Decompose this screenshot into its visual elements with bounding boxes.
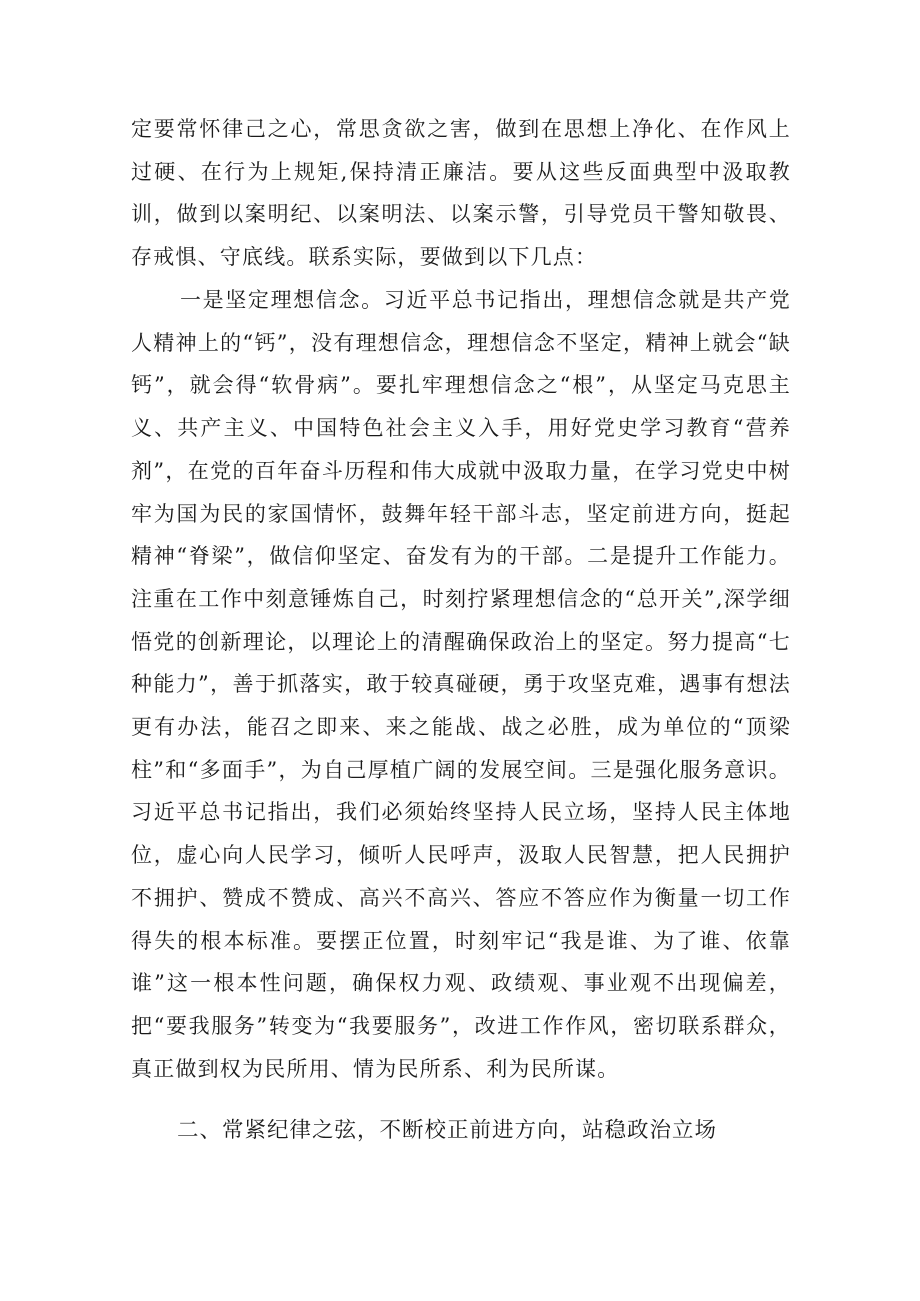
paragraph-self-discipline: 定要常怀律己之心，常思贪欲之害，做到在思想上净化、在作风上过硬、在行为上规矩,保持清正廉洁。要从这些反面典型中汲取教训，做到以案明纪、以案明法、以案示警，引导党员干警知敬畏、存戒惧、守底线。联系实际，要做到以下几点： (131, 117, 791, 270)
paragraph-key-points: 一是坚定理想信念。习近平总书记指出，理想信念就是共产党人精神上的“钙”，没有理想信念，理想信念不坚定，精神上就会“缺钙”，就会得“软骨病”。要扎牢理想信念之“根”，从坚定马克思主义、共产主义、中国特色社会主义入手，用好党史学习教育“营养剂”，在党的百年奋斗历程和伟大成就中汲取力量，在学习党史中树牢为国为民的家国情怀，鼓舞年轻干部斗志，坚定前进方向，挺起精神“脊梁”，做信仰坚定、奋发有为的干部。二是提升工作能力。注重在工作中刻意锤炼自己，时刻拧紧理想信念的“总开关”,深学细悟党的创新理论，以理论上的清醒确保政治上的坚定。努力提高“七种能力”，善于抓落实，敢于较真碰硬，勇于攻坚克难，遇事有想法更有办法，能召之即来、来之能战、战之必胜，成为单位的“顶梁柱”和“多面手”，为自己厚植广阔的发展空间。三是强化服务意识。习近平总书记指出，我们必须始终坚持人民立场，坚持人民主体地位，虚心向人民学习，倾听人民呼声，汲取人民智慧，把人民拥护不拥护、赞成不赞成、高兴不高兴、答应不答应作为衡量一切工作得失的根本标准。要摆正位置，时刻牢记“我是谁、为了谁、依靠谁”这一根本性问题，确保权力观、政绩观、事业观不出现偏差，把“要我服务”转变为“我要服务”，改进工作作风，密切联系群众，真正做到权为民所用、情为民所系、利为民所谋。 (131, 288, 791, 1081)
section-heading: 二、常紧纪律之弦，不断校正前进方向，站稳政治立场 (177, 1118, 718, 1143)
